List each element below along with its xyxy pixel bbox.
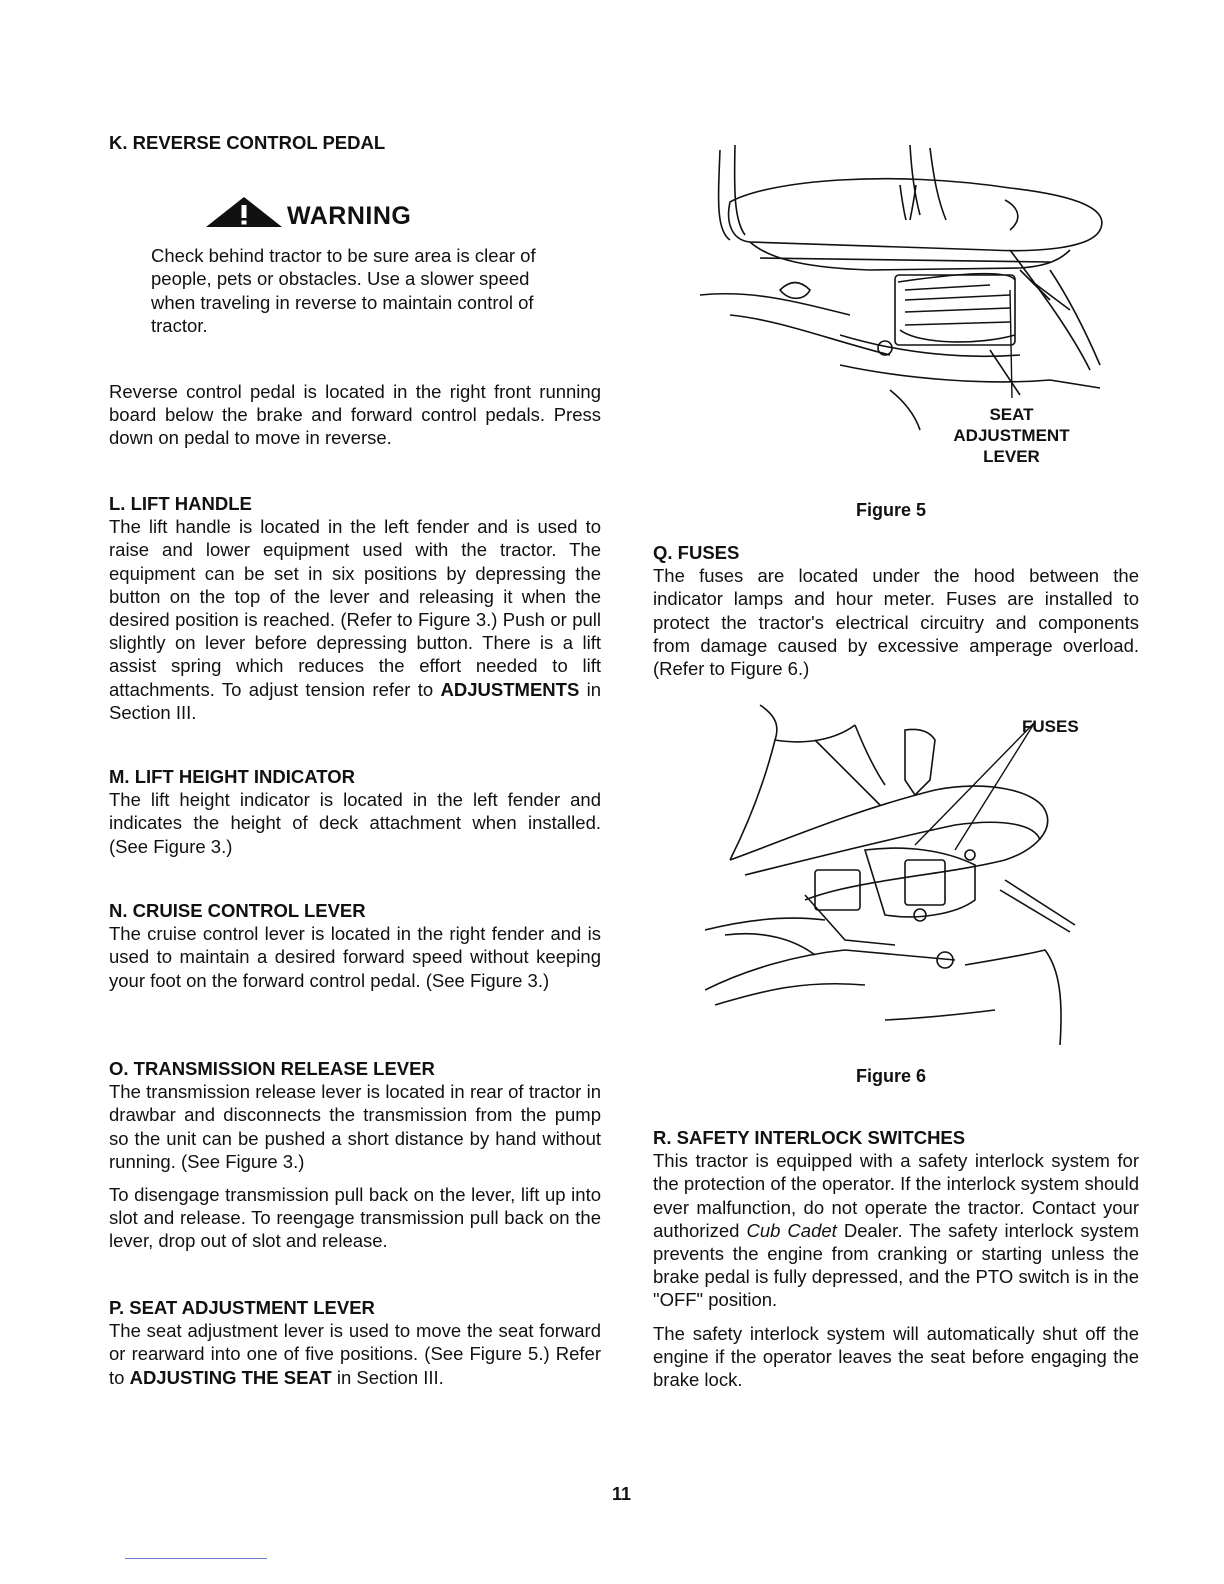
section-n-heading: N. CRUISE CONTROL LEVER xyxy=(109,900,366,921)
section-r xyxy=(653,1126,1139,1391)
page-number: 11 xyxy=(612,1484,632,1504)
section-l-body: The lift handle is located in the left fender and is used to raise and lower equipment used with the tractor. The equipment can be set in six positions by depressing the button on the top of the lever and releasing it when the desired position is reached. (Refer to Figure 3.) Push or pull slightly on lever before depressing button. There is a lift assist spring which reduces the effort needed to lift attachments. To adjust tension refer to ADJUSTMENTS in Section III. xyxy=(109,516,602,723)
section-l-heading: L. LIFT HANDLE xyxy=(109,493,252,514)
section-k-heading: K. REVERSE CONTROL PEDAL xyxy=(109,132,386,153)
warning-text: Check behind tractor to be sure area is clear of people, pets or obstacles. Use a slower speed when traveling in reverse to maintain control of tractor. xyxy=(151,245,536,337)
section-m-heading: M. LIFT HEIGHT INDICATOR xyxy=(109,766,355,787)
section-o xyxy=(109,1057,601,1253)
section-p-heading: P. SEAT ADJUSTMENT LEVER xyxy=(109,1297,375,1318)
section-p xyxy=(109,1296,601,1389)
section-n-body: The cruise control lever is located in the right fender and is used to maintain a desired forward speed without keeping your foot on the forward control pedal. (See Figure 3.) xyxy=(109,923,601,991)
section-m xyxy=(109,765,601,858)
figure-6-callout: FUSES xyxy=(1022,717,1079,736)
section-k-body: Reverse control pedal is located in the right front running board below the brake and forward control pedals. Press down on pedal to move in reverse. xyxy=(109,381,601,449)
section-o-body-1: The transmission release lever is located in rear of tractor in drawbar and disconnects the transmission from the pump so the unit can be pushed a short distance by hand without running. (See Figure 3.) xyxy=(109,1081,601,1172)
section-q-body: The fuses are located under the hood between the indicator lamps and hour meter. Fuses are installed to protect the tractor's electrical circuitry and components from damage caused by excessive amperage overload. (Refer to Figure 6.) xyxy=(653,565,1139,680)
section-o-heading: O. TRANSMISSION RELEASE LEVER xyxy=(109,1058,435,1079)
figure-5-label: Figure 5 xyxy=(856,500,927,520)
warning-title: WARNING xyxy=(287,202,412,230)
warning-triangle-icon xyxy=(205,196,283,228)
section-o-body-2: To disengage transmission pull back on the lever, lift up into slot and release. To reengage transmission pull back on the lever, drop out of slot and release. xyxy=(109,1184,601,1252)
figure-5-callout: SEAT ADJUSTMENT LEVER xyxy=(953,405,1070,466)
section-r-body-2: The safety interlock system will automatically shut off the engine if the operator leaves the seat before engaging the brake lock. xyxy=(653,1322,1139,1391)
section-q-heading: Q. FUSES xyxy=(653,542,740,563)
section-p-body: The seat adjustment lever is used to move the seat forward or rearward into one of five positions. (See Figure 5.) Refer to ADJUSTING THE SEAT in Section III. xyxy=(109,1320,601,1388)
footer-rule xyxy=(125,1558,267,1559)
section-l xyxy=(109,492,601,724)
section-r-body-1: This tractor is equipped with a safety interlock system for the protection of the operator. If the interlock system should ever malfunction, do not operate the tractor. Contact your authorized Cub Cadet Dealer. The safety interlock system prevents the engine from cranking or starting unless the brake pedal is fully depressed, and the PTO switch is in the "OFF" position. xyxy=(653,1150,1139,1311)
section-q xyxy=(653,541,1139,680)
section-r-heading: R. SAFETY INTERLOCK SWITCHES xyxy=(653,1127,966,1148)
figure-6-fuses-illustration xyxy=(705,700,1085,1050)
section-m-body: The lift height indicator is located in the left fender and indicates the height of deck attachment when installed. (See Figure 3.) xyxy=(109,789,601,857)
figure-5-seat-illustration xyxy=(690,140,1120,440)
section-n xyxy=(109,899,601,992)
figure-6-label: Figure 6 xyxy=(856,1066,927,1086)
